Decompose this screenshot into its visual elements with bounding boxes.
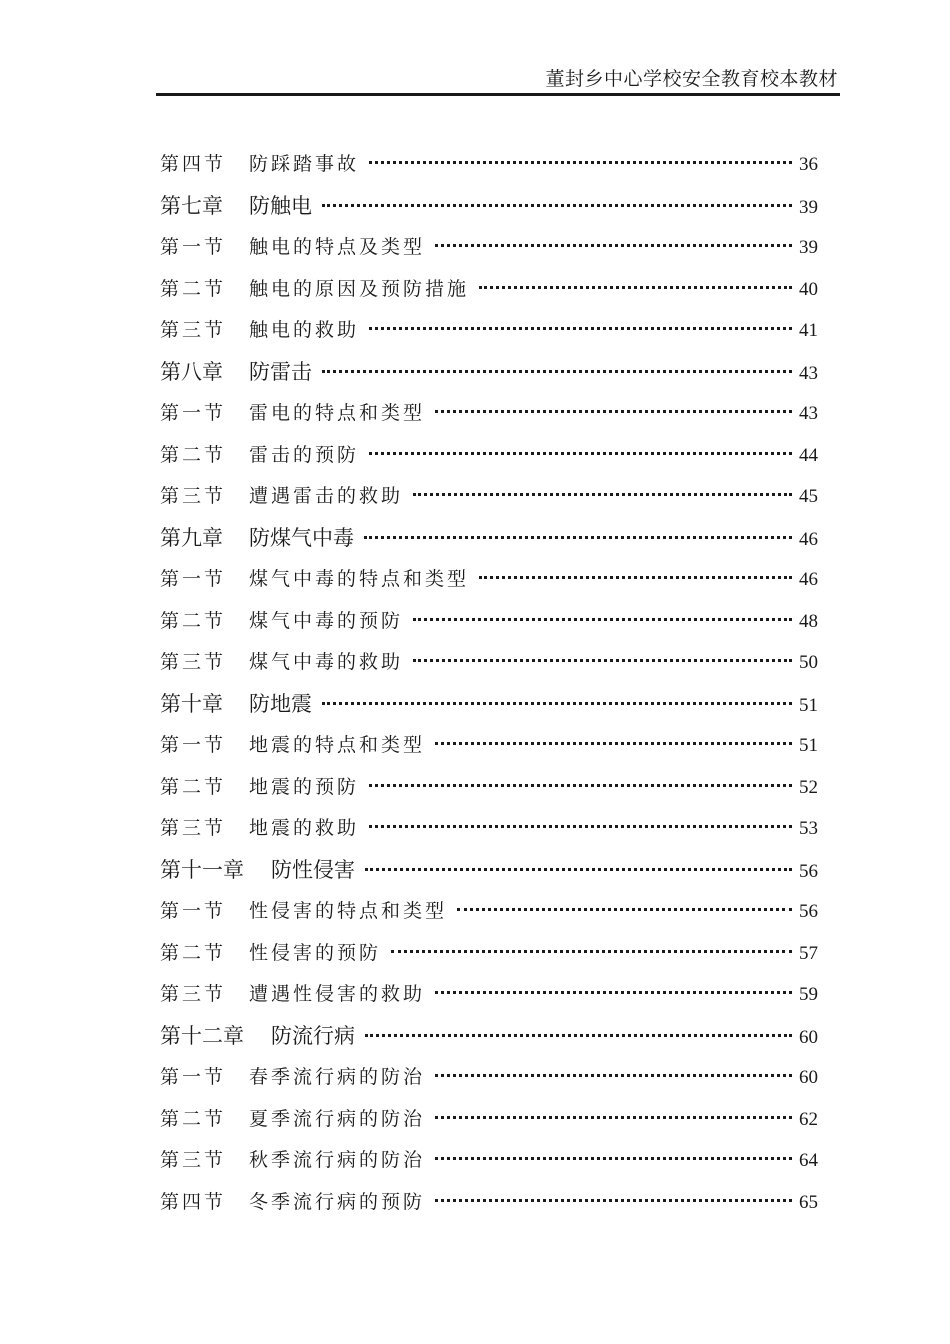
toc-entry-label: 第二节: [160, 941, 227, 964]
toc-dot-leader: [479, 576, 792, 579]
toc-page-number: 46: [799, 528, 818, 550]
toc-dot-leader: [391, 950, 792, 953]
toc-section-entry[interactable]: [160, 435, 818, 477]
toc-section-entry[interactable]: [160, 642, 818, 684]
toc-entry-label: 第九章: [160, 525, 223, 550]
toc-entry-label: 第十一章: [160, 857, 244, 882]
toc-entry-title: 地震的特点和类型: [249, 734, 426, 756]
toc-page-number: 44: [799, 444, 818, 466]
toc-page-number: 59: [799, 984, 818, 1005]
toc-entry-label: 第三节: [160, 1149, 227, 1171]
toc-dot-leader: [365, 1034, 792, 1037]
toc-section-entry[interactable]: [160, 1099, 818, 1141]
toc-section-entry[interactable]: [160, 310, 818, 352]
toc-dot-leader: [457, 908, 792, 911]
toc-entry-label: 第二节: [160, 609, 227, 632]
toc-entry-label: 第二节: [160, 443, 227, 466]
toc-entry-title: 性侵害的特点和类型: [249, 900, 448, 922]
toc-section-entry[interactable]: [160, 393, 818, 435]
toc-entry-label: 第四节: [160, 1190, 227, 1213]
toc-section-entry[interactable]: [160, 269, 818, 311]
toc-entry-title: 防踩踏事故: [249, 153, 360, 175]
toc-page-number: 43: [799, 403, 818, 424]
header-title: 董封乡中心学校安全教育校本教材: [545, 68, 838, 90]
toc-page-number: 52: [799, 776, 818, 798]
toc-chapter-entry[interactable]: [160, 850, 818, 892]
toc-entry-label: 第一节: [160, 568, 227, 590]
toc-entry-title: 遭遇雷击的救助: [249, 485, 404, 507]
toc-entry-title: 防煤气中毒: [249, 525, 354, 550]
toc-page-number: 48: [799, 610, 818, 632]
toc-chapter-entry[interactable]: [160, 186, 818, 228]
toc-page-number: 64: [799, 1150, 818, 1171]
toc-dot-leader: [435, 742, 792, 745]
toc-entry-label: 第四节: [160, 153, 227, 175]
toc-entry-title: 防触电: [249, 193, 312, 218]
toc-entry-label: 第三节: [160, 983, 227, 1005]
toc-entry-title: 春季流行病的防治: [249, 1066, 426, 1088]
toc-page-number: 60: [799, 1067, 818, 1088]
toc-dot-leader: [435, 991, 792, 994]
toc-entry-label: 第一节: [160, 900, 227, 922]
toc-chapter-entry[interactable]: [160, 518, 818, 560]
toc-entry-title: 防性侵害: [271, 857, 355, 882]
toc-entry-label: 第三节: [160, 319, 227, 341]
toc-page-number: 45: [799, 486, 818, 507]
toc-page-number: 56: [799, 901, 818, 922]
toc-page-number: 43: [799, 362, 818, 384]
toc-entry-title: 煤气中毒的特点和类型: [249, 568, 470, 590]
toc-entry-label: 第三节: [160, 485, 227, 507]
toc-entry-title: 触电的特点及类型: [249, 236, 426, 258]
toc-entry-label: 第二节: [160, 775, 227, 798]
toc-entry-title: 地震的预防: [249, 775, 360, 798]
toc-page-number: 36: [799, 154, 818, 175]
toc-chapter-entry[interactable]: [160, 352, 818, 394]
toc-entry-label: 第八章: [160, 359, 223, 384]
toc-page-number: 41: [799, 320, 818, 341]
toc-section-entry[interactable]: [160, 1057, 818, 1099]
toc-section-entry[interactable]: [160, 974, 818, 1016]
toc-entry-title: 防雷击: [249, 359, 312, 384]
toc-dot-leader: [435, 244, 792, 247]
toc-entry-label: 第一节: [160, 1066, 227, 1088]
toc-entry-label: 第三节: [160, 651, 227, 673]
toc-dot-leader: [479, 286, 792, 289]
toc-dot-leader: [413, 618, 792, 621]
toc-entry-label: 第三节: [160, 817, 227, 839]
toc-entry-title: 防流行病: [271, 1023, 355, 1048]
toc-dot-leader: [413, 493, 792, 496]
toc-entry-label: 第二节: [160, 1107, 227, 1130]
toc-page-number: 50: [799, 652, 818, 673]
toc-dot-leader: [369, 327, 792, 330]
toc-section-entry[interactable]: [160, 476, 818, 518]
toc-entry-label: 第十二章: [160, 1023, 244, 1048]
toc-section-entry[interactable]: [160, 601, 818, 643]
toc-page-number: 62: [799, 1108, 818, 1130]
toc-entry-label: 第二节: [160, 277, 227, 300]
toc-entry-label: 第一节: [160, 734, 227, 756]
toc-entry-title: 遭遇性侵害的救助: [249, 983, 426, 1005]
toc-chapter-entry[interactable]: [160, 684, 818, 726]
toc-page-number: 39: [799, 237, 818, 258]
toc-dot-leader: [369, 161, 792, 164]
header-rule: [156, 93, 840, 96]
toc-entry-label: 第一节: [160, 402, 227, 424]
toc-dot-leader: [435, 1074, 792, 1077]
toc-section-entry[interactable]: [160, 1182, 818, 1224]
toc-entry-title: 雷击的预防: [249, 443, 360, 466]
toc-dot-leader: [364, 536, 792, 539]
toc-entry-title: 夏季流行病的防治: [249, 1107, 426, 1130]
toc-dot-leader: [435, 1157, 792, 1160]
page-header: [156, 62, 840, 96]
toc-entry-label: 第七章: [160, 193, 223, 218]
toc-entry-title: 地震的救助: [249, 817, 360, 839]
toc-dot-leader: [322, 204, 792, 207]
toc-page-number: 40: [799, 278, 818, 300]
toc-dot-leader: [365, 868, 792, 871]
toc-dot-leader: [413, 659, 792, 662]
toc-section-entry[interactable]: [160, 227, 818, 269]
toc-dot-leader: [322, 370, 792, 373]
toc-dot-leader: [322, 702, 792, 705]
toc-entry-title: 煤气中毒的救助: [249, 651, 404, 673]
table-of-contents: [160, 144, 818, 1223]
toc-section-entry[interactable]: [160, 808, 818, 850]
toc-section-entry[interactable]: [160, 767, 818, 809]
toc-dot-leader: [369, 452, 792, 455]
toc-dot-leader: [369, 784, 792, 787]
toc-entry-title: 性侵害的预防: [249, 941, 382, 964]
toc-page-number: 39: [799, 196, 818, 218]
toc-page-number: 65: [799, 1191, 818, 1213]
toc-entry-title: 冬季流行病的预防: [249, 1190, 426, 1213]
toc-entry-title: 触电的救助: [249, 319, 360, 341]
toc-section-entry[interactable]: [160, 933, 818, 975]
toc-entry-title: 秋季流行病的防治: [249, 1149, 426, 1171]
toc-entry-label: 第十章: [160, 691, 223, 716]
toc-section-entry[interactable]: [160, 725, 818, 767]
toc-page-number: 56: [799, 860, 818, 882]
toc-page-number: 57: [799, 942, 818, 964]
toc-entry-title: 触电的原因及预防措施: [249, 277, 470, 300]
toc-chapter-entry[interactable]: [160, 1016, 818, 1058]
toc-section-entry[interactable]: [160, 891, 818, 933]
toc-dot-leader: [435, 410, 792, 413]
toc-page-number: 51: [799, 694, 818, 716]
toc-entry-title: 煤气中毒的预防: [249, 609, 404, 632]
toc-dot-leader: [435, 1199, 792, 1202]
toc-entry-label: 第一节: [160, 236, 227, 258]
toc-page-number: 60: [799, 1026, 818, 1048]
toc-page-number: 53: [799, 818, 818, 839]
toc-entry-title: 防地震: [249, 691, 312, 716]
toc-section-entry[interactable]: [160, 144, 818, 186]
toc-page-number: 51: [799, 735, 818, 756]
toc-page-number: 46: [799, 569, 818, 590]
toc-dot-leader: [369, 825, 792, 828]
toc-dot-leader: [435, 1116, 792, 1119]
toc-entry-title: 雷电的特点和类型: [249, 402, 426, 424]
toc-section-entry[interactable]: [160, 559, 818, 601]
toc-section-entry[interactable]: [160, 1140, 818, 1182]
